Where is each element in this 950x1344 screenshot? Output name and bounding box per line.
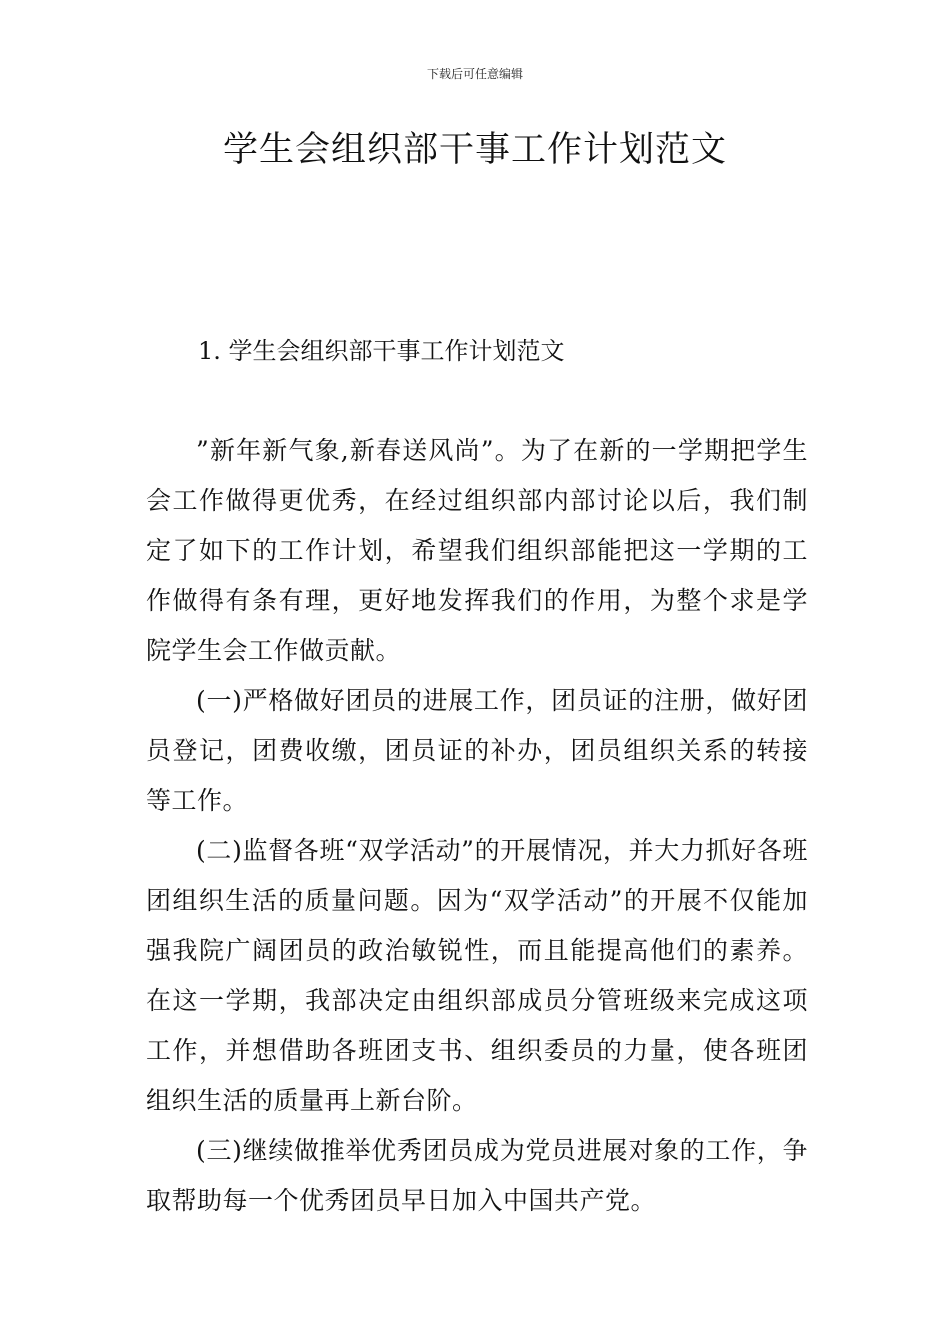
spacer bbox=[146, 376, 808, 426]
paragraph-intro: ”新年新气象,新春送风尚”。为了在新的一学期把学生会工作做得更优秀，在经过组织部内部讨论以后，我们制定了如下的工作计划，希望我们组织部能把这一学期的工作做得有条有理，更好地发挥我们的作用，为整个求是学院学生会工作做贡献。 bbox=[146, 436, 808, 665]
page-title: 学生会组织部干事工作计划范文 bbox=[222, 130, 727, 170]
document-body bbox=[146, 326, 808, 1226]
paragraph-item-2: (二)监督各班“双学活动”的开展情况，并大力抓好各班团组织生活的质量问题。因为“双学活动”的开展不仅能加强我院广阔团员的政治敏锐性，而且能提高他们的素养。在这一学期，我部决定由组织部成员分管班级来完成这项工作，并想借助各班团支书、组织委员的力量，使各班团组织生活的质量再上新台阶。 bbox=[146, 836, 808, 1115]
paragraph-item-1: (一)严格做好团员的进展工作，团员证的注册，做好团员登记，团费收缴，团员证的补办，团员组织关系的转接等工作。 bbox=[146, 686, 808, 815]
section-heading: 1. 学生会组织部干事工作计划范文 bbox=[198, 337, 565, 365]
paragraph-item-3: (三)继续做推举优秀团员成为党员进展对象的工作，争取帮助每一个优秀团员早日加入中国共产党。 bbox=[146, 1136, 808, 1215]
header-note: 下载后可任意编辑 bbox=[426, 67, 523, 81]
